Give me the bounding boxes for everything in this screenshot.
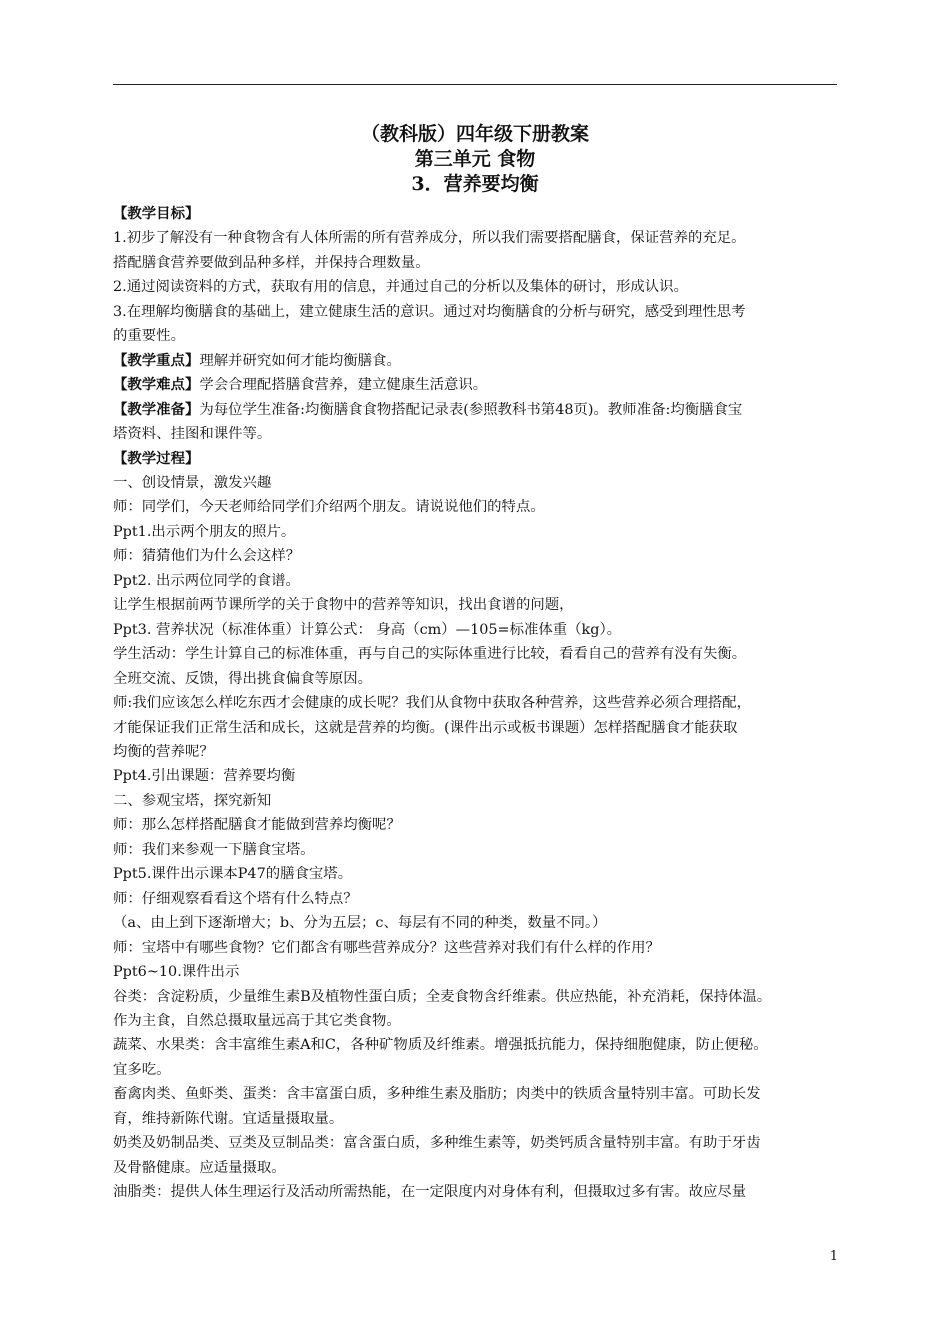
process-line: 师：我们来参观一下膳食宝塔。 bbox=[113, 841, 315, 858]
process-line: 育，维持新陈代谢。宜适量摄取量。 bbox=[113, 1110, 344, 1127]
process-line: 宜多吃。 bbox=[113, 1061, 171, 1078]
process-line: Ppt6~10.课件出示 bbox=[113, 964, 240, 981]
process-line: 及骨骼健康。应适量摄取。 bbox=[113, 1159, 286, 1176]
process-line: （a、由上到下逐渐增大；b、分为五层；c、每层有不同的种类，数量不同。） bbox=[113, 915, 607, 932]
process-line: 二、参观宝塔，探究新知 bbox=[113, 792, 272, 809]
key-point-label: 【教学重点】 bbox=[113, 351, 200, 369]
process-line: 师：猜猜他们为什么会这样？ bbox=[113, 548, 301, 565]
process-line: 蔬菜、水果类：含丰富维生素A和C，各种矿物质及纤维素。增强抵抗能力，保持细胞健康，防止便秘。 bbox=[113, 1037, 768, 1054]
process-line: 让学生根据前两节课所学的关于食物中的营养等知识，找出食谱的问题， bbox=[113, 597, 574, 614]
process-line: Ppt3. 营养状况（标准体重）计算公式： 身高（cm）—105=标准体重（kg）。 bbox=[113, 621, 622, 638]
header-rule bbox=[113, 84, 837, 85]
process-line: 畜禽肉类、鱼虾类、蛋类：含丰富蛋白质，多种维生素及脂肪；肉类中的铁质含量特别丰富。可助长发 bbox=[113, 1086, 761, 1103]
process-line: 奶类及奶制品类、豆类及豆制品类：富含蛋白质，多种维生素等，奶类钙质含量特别丰富。有助于牙齿 bbox=[113, 1135, 761, 1152]
key-point bbox=[113, 349, 837, 373]
document-body bbox=[113, 202, 837, 1205]
document-title: （教科版）四年级下册教案 bbox=[360, 123, 589, 145]
title-block bbox=[113, 122, 837, 197]
process-line: Ppt5.课件出示课本P47的膳食宝塔。 bbox=[113, 866, 353, 883]
objective-line: 3.在理解均衡膳食的基础上，建立健康生活的意识。通过对均衡膳食的分析与研究，感受到理性思考 bbox=[113, 303, 746, 320]
process-line: 油脂类：提供人体生理运行及活动所需热能，在一定限度内对身体有利，但摄取过多有害。故应尽量 bbox=[113, 1184, 747, 1201]
unit-title: 第三单元 食物 bbox=[414, 148, 536, 170]
preparation-continued: 塔资料、挂图和课件等。 bbox=[113, 426, 272, 443]
objective-line: 搭配膳食营养要做到品种多样，并保持合理数量。 bbox=[113, 254, 430, 271]
process-line: 师：同学们，今天老师给同学们介绍两个朋友。请说说他们的特点。 bbox=[113, 499, 545, 516]
difficulty-text: 学会合理配搭膳食营养，建立健康生活意识。 bbox=[199, 377, 488, 394]
process-heading: 【教学过程】 bbox=[113, 449, 200, 467]
process-line: 均衡的营养呢？ bbox=[113, 743, 214, 760]
process-line: 作为主食，自然总摄取量远高于其它类食物。 bbox=[113, 1012, 401, 1029]
process-line: 师:我们应该怎么样吃东西才会健康的成长呢？我们从食物中获取各种营养，这些营养必须合理搭配， bbox=[113, 695, 752, 712]
preparation-text: 为每位学生准备:均衡膳食食物搭配记录表(参照教科书第48页)。教师准备:均衡膳食宝 bbox=[199, 401, 743, 418]
process-line: 谷类：含淀粉质，少量维生素B及植物性蛋白质；全麦食物含纤维素。供应热能，补充消耗，保持体温。 bbox=[113, 988, 772, 1005]
difficulty-label: 【教学难点】 bbox=[113, 376, 200, 394]
key-point-text: 理解并研究如何才能均衡膳食。 bbox=[199, 352, 401, 369]
difficulty bbox=[113, 373, 837, 397]
process-line: 师：那么怎样搭配膳食才能做到营养均衡呢？ bbox=[113, 817, 401, 834]
process-line: Ppt2. 出示两位同学的食谱。 bbox=[113, 572, 300, 589]
process-line: 学生活动：学生计算自己的标准体重，再与自己的实际体重进行比较，看看自己的营养有没有失衡。 bbox=[113, 646, 747, 663]
process-line: 师：仔细观察看看这个塔有什么特点？ bbox=[113, 890, 358, 907]
process-line: 全班交流、反馈，得出挑食偏食等原因。 bbox=[113, 670, 373, 687]
process-line: 一、创设情景，激发兴趣 bbox=[113, 474, 272, 491]
process-line: 师：宝塔中有哪些食物？它们都含有哪些营养成分？这些营养对我们有什么样的作用？ bbox=[113, 939, 660, 956]
process-line: 才能保证我们正常生活和成长，这就是营养的均衡。(课件出示或板书课题）怎样搭配膳食才能获取 bbox=[113, 719, 738, 736]
objective-line: 的重要性。 bbox=[113, 328, 185, 345]
process-line: Ppt1.出示两个朋友的照片。 bbox=[113, 523, 296, 540]
lesson-title: 3．营养要均衡 bbox=[411, 173, 539, 195]
preparation bbox=[113, 398, 837, 422]
objective-line: 1.初步了解没有一种食物含有人体所需的所有营养成分，所以我们需要搭配膳食，保证营养的充足。 bbox=[113, 230, 746, 247]
objective-line: 2.通过阅读资料的方式，获取有用的信息，并通过自己的分析以及集体的研讨，形成认识。 bbox=[113, 279, 688, 296]
preparation-label: 【教学准备】 bbox=[113, 400, 200, 418]
page-number: 1 bbox=[829, 1249, 838, 1264]
objectives-heading: 【教学目标】 bbox=[113, 205, 200, 222]
process-line: Ppt4.引出课题：营养要均衡 bbox=[113, 768, 296, 785]
